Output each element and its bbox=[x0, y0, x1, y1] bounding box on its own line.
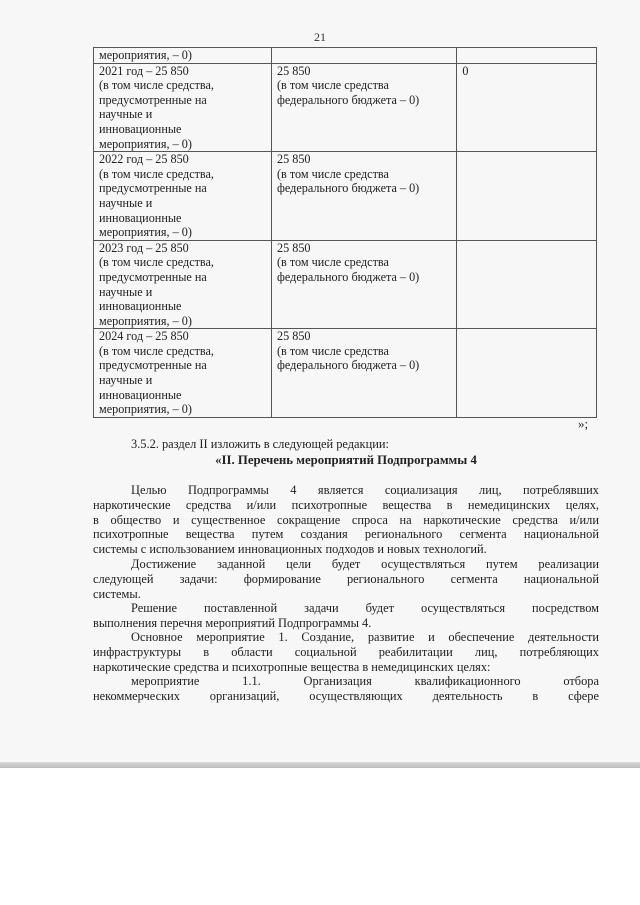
cell-line: 2024 год – 25 850 bbox=[99, 329, 189, 344]
cell-line: научные и bbox=[99, 195, 153, 210]
table-cell bbox=[457, 63, 597, 152]
cell-line: (в том числе средства bbox=[276, 255, 389, 270]
table-row bbox=[94, 240, 597, 329]
table-cell bbox=[94, 240, 272, 329]
closing-quote-mark: »; bbox=[578, 416, 589, 431]
cell-line: федерального бюджета – 0) bbox=[276, 269, 420, 284]
table-cell bbox=[94, 152, 272, 241]
paragraph-goal bbox=[93, 483, 599, 557]
cell-line: мероприятия, – 0) bbox=[99, 402, 192, 417]
paragraph-line: некоммерческих организаций, осуществляющих деятельность в сфере bbox=[93, 688, 599, 703]
paragraph-line: Целью Подпрограммы 4 является социализация лиц, потреблявших bbox=[131, 483, 599, 497]
table-cell bbox=[457, 240, 597, 329]
cell-line: (в том числе средства bbox=[276, 166, 389, 181]
cell-line: 25 850 bbox=[276, 63, 311, 78]
section-intro bbox=[93, 437, 599, 452]
cell-line: (в том числе средства bbox=[276, 78, 389, 93]
paragraph-line: следующей задачи: формирование регионального сегмента национальной bbox=[93, 571, 599, 586]
paragraph-solution bbox=[93, 601, 599, 631]
paragraph-line: Достижение заданной цели будет осуществляться путем реализации bbox=[131, 557, 599, 571]
table-cell bbox=[94, 329, 272, 418]
cell-line: 0 bbox=[462, 63, 469, 78]
cell-line: 2022 год – 25 850 bbox=[99, 152, 189, 167]
paragraph-line: психотропные вещества путем создания регионального сегмента национальной bbox=[93, 527, 599, 542]
paragraph-line: мероприятие 1.1. Организация квалификационного отбора bbox=[131, 674, 599, 688]
paragraph-line: Основное мероприятие 1. Создание, развитие и обеспечение деятельности bbox=[131, 630, 599, 644]
financing-table bbox=[93, 47, 597, 418]
paragraph-achievement bbox=[93, 557, 599, 601]
section-heading: «II. Перечень мероприятий Подпрограммы 4 bbox=[215, 453, 477, 467]
page-number: 21 bbox=[314, 30, 326, 44]
page-bottom-edge bbox=[0, 762, 640, 768]
table-cell bbox=[271, 240, 456, 329]
cell-line: предусмотренные на bbox=[99, 92, 207, 107]
table-cell bbox=[271, 63, 456, 152]
table-cell bbox=[457, 329, 597, 418]
paragraph-line: наркотические средства и психотропные вещества в немедицинских целях: bbox=[93, 659, 491, 674]
paragraph-line: Решение поставленной задачи будет осуществляться посредством bbox=[131, 601, 599, 615]
table-cell bbox=[94, 63, 272, 152]
cell-line: мероприятия, – 0) bbox=[99, 225, 192, 240]
cell-line: (в том числе средства bbox=[276, 343, 389, 358]
cell-line: 2021 год – 25 850 bbox=[99, 63, 189, 78]
cell-line: 25 850 bbox=[276, 329, 311, 344]
cell-line: (в том числе средства, bbox=[99, 166, 214, 181]
cell-line: инновационные bbox=[99, 210, 182, 225]
table-row bbox=[94, 329, 597, 418]
cell-line: инновационные bbox=[99, 121, 182, 136]
cell-line: федерального бюджета – 0) bbox=[276, 181, 420, 196]
table-row bbox=[94, 152, 597, 241]
cell-line: научные и bbox=[99, 373, 153, 388]
table-cell bbox=[94, 48, 272, 64]
cell-line: мероприятия, – 0) bbox=[99, 48, 192, 62]
paragraph-line: инфраструктуры в области социальной реабилитации лиц, потребляющих bbox=[93, 644, 599, 659]
cell-line: (в том числе средства, bbox=[99, 343, 214, 358]
section-intro-text: 3.5.2. раздел II изложить в следующей редакции: bbox=[131, 437, 389, 451]
paragraph-line: в общество и существенное сокращение спроса на наркотические средства и/или bbox=[93, 512, 599, 527]
paragraph-line: системы. bbox=[93, 586, 141, 601]
cell-line: мероприятия, – 0) bbox=[99, 136, 192, 151]
table-cell bbox=[271, 329, 456, 418]
cell-line: научные и bbox=[99, 107, 153, 122]
paragraph-line: системы с использованием инновационных подходов и новых технологий. bbox=[93, 542, 487, 557]
cell-line: (в том числе средства, bbox=[99, 78, 214, 93]
cell-line: федерального бюджета – 0) bbox=[276, 92, 420, 107]
table-cell bbox=[271, 48, 456, 64]
cell-line: научные и bbox=[99, 284, 153, 299]
cell-line: федерального бюджета – 0) bbox=[276, 358, 420, 373]
cell-line: инновационные bbox=[99, 299, 182, 314]
paragraph-line: наркотические средства и/или психотропные вещества в немедицинских целях, bbox=[93, 497, 599, 512]
cell-line: предусмотренные на bbox=[99, 358, 207, 373]
paragraph-line: выполнения перечня мероприятий Подпрограммы 4. bbox=[93, 615, 372, 630]
paragraph-main-activity bbox=[93, 630, 599, 674]
cell-line: предусмотренные на bbox=[99, 269, 207, 284]
cell-line: мероприятия, – 0) bbox=[99, 313, 192, 328]
cell-line: инновационные bbox=[99, 387, 182, 402]
cell-line: 25 850 bbox=[276, 240, 311, 255]
paragraph-activity-1-1 bbox=[93, 674, 599, 704]
table-cell bbox=[271, 152, 456, 241]
table-cell bbox=[457, 152, 597, 241]
cell-line: 25 850 bbox=[276, 152, 311, 167]
table-cell bbox=[457, 48, 597, 64]
table-row bbox=[94, 63, 597, 152]
cell-line: 2023 год – 25 850 bbox=[99, 240, 189, 255]
cell-line: (в том числе средства, bbox=[99, 255, 214, 270]
cell-line: предусмотренные на bbox=[99, 181, 207, 196]
table-row bbox=[94, 48, 597, 64]
